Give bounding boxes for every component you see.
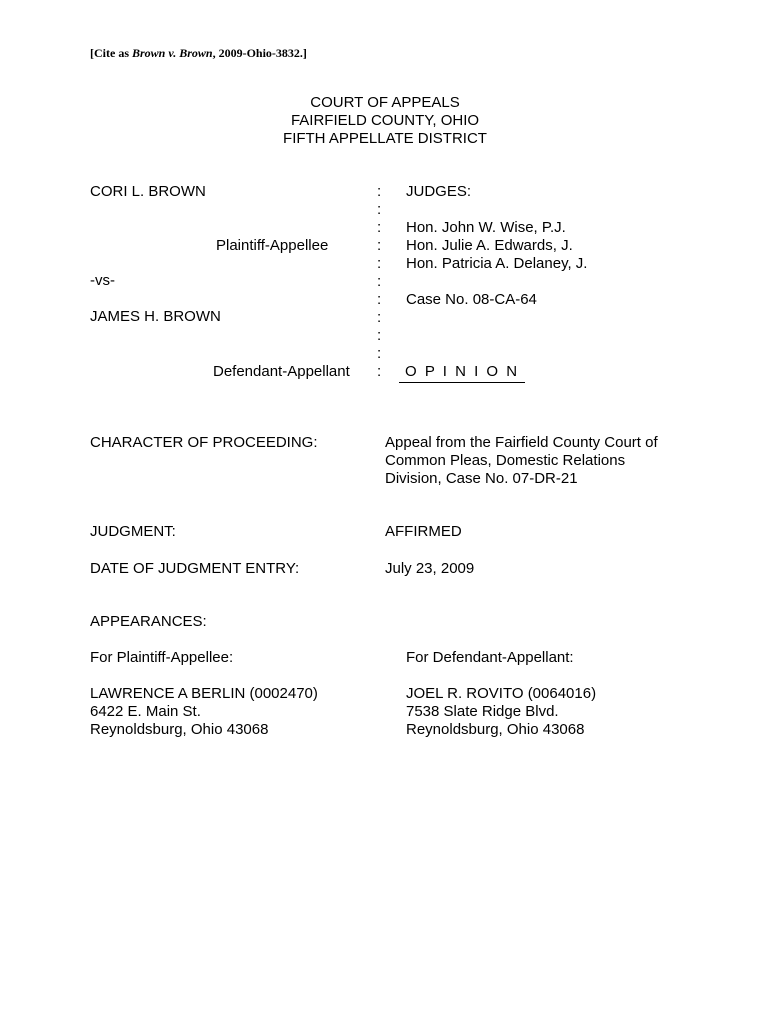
defendant-role: Defendant-Appellant xyxy=(213,363,350,380)
case-number: Case No. 08-CA-64 xyxy=(406,291,537,308)
caption-colon: : xyxy=(377,291,382,308)
citation-suffix: , 2009-Ohio-3832.] xyxy=(212,46,307,60)
plaintiff-counsel-line: 6422 E. Main St. xyxy=(90,703,201,720)
court-name: COURT OF APPEALS xyxy=(310,94,460,111)
judge-item: Hon. Julie A. Edwards, J. xyxy=(406,237,573,254)
caption-colon: : xyxy=(377,273,382,290)
caption-colon: : xyxy=(377,345,382,362)
judges-label: JUDGES: xyxy=(406,183,472,200)
judge-item: Hon. John W. Wise, P.J. xyxy=(406,219,566,236)
opinion-heading: O P I N I O N xyxy=(399,363,525,383)
plaintiff-counsel-heading: For Plaintiff-Appellee: xyxy=(90,649,234,666)
citation-case-name: Brown v. Brown xyxy=(132,46,213,60)
judgment-label: JUDGMENT: xyxy=(90,523,176,540)
caption-colon: : xyxy=(377,255,382,272)
caption-colon: : xyxy=(377,237,382,254)
date-value: July 23, 2009 xyxy=(385,560,475,577)
citation-prefix: [Cite as xyxy=(90,46,132,60)
proceeding-value-line: Common Pleas, Domestic Relations xyxy=(385,452,626,469)
plaintiff-counsel-line: LAWRENCE A BERLIN (0002470) xyxy=(90,685,318,702)
caption-colon: : xyxy=(377,219,382,236)
appearances-label: APPEARANCES: xyxy=(90,613,207,630)
versus-label: -vs- xyxy=(90,272,115,289)
proceeding-value-line: Division, Case No. 07-DR-21 xyxy=(385,470,578,487)
plaintiff-counsel-line: Reynoldsburg, Ohio 43068 xyxy=(90,721,269,738)
plaintiff-role: Plaintiff-Appellee xyxy=(216,237,329,254)
date-label: DATE OF JUDGMENT ENTRY: xyxy=(90,560,300,577)
defendant-counsel-heading: For Defendant-Appellant: xyxy=(406,649,574,666)
proceeding-label: CHARACTER OF PROCEEDING: xyxy=(90,434,318,451)
judgment-value: AFFIRMED xyxy=(385,523,462,540)
caption-colon: : xyxy=(377,363,382,380)
plaintiff-name: CORI L. BROWN xyxy=(90,183,206,200)
judge-item: Hon. Patricia A. Delaney, J. xyxy=(406,255,588,272)
caption-colon: : xyxy=(377,309,382,326)
defendant-counsel-line: JOEL R. ROVITO (0064016) xyxy=(406,685,597,702)
proceeding-value-line: Appeal from the Fairfield County Court of xyxy=(385,434,658,451)
caption-colon: : xyxy=(377,327,382,344)
defendant-name: JAMES H. BROWN xyxy=(90,308,221,325)
caption-colon: : xyxy=(377,201,382,218)
court-county: FAIRFIELD COUNTY, OHIO xyxy=(290,112,480,129)
court-district: FIFTH APPELLATE DISTRICT xyxy=(283,130,487,147)
defendant-counsel-line: Reynoldsburg, Ohio 43068 xyxy=(406,721,585,738)
citation-line xyxy=(90,44,307,62)
defendant-counsel-line: 7538 Slate Ridge Blvd. xyxy=(406,703,559,720)
caption-colon: : xyxy=(377,183,382,200)
